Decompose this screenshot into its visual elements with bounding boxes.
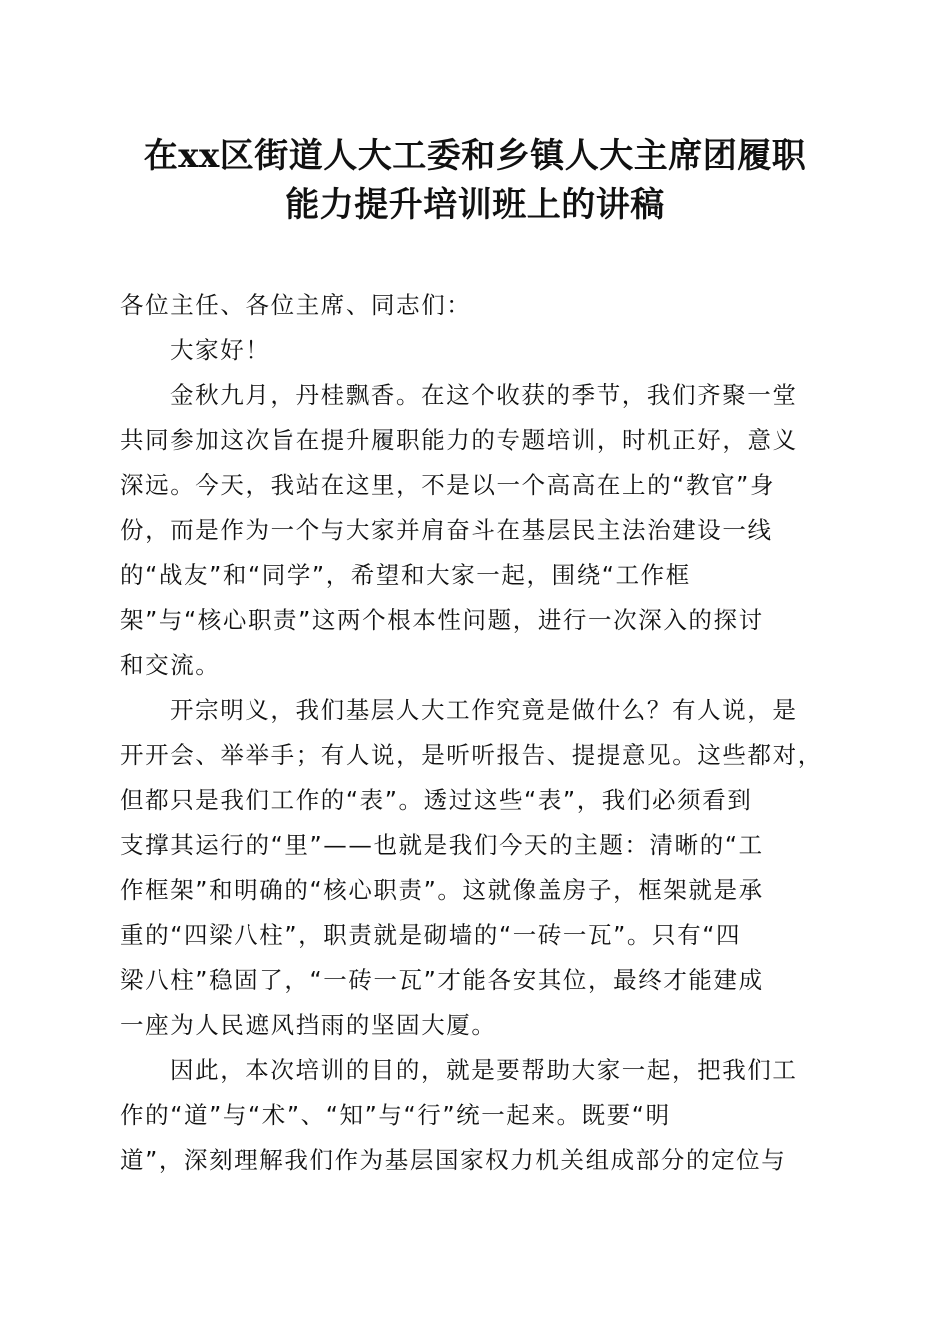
- paragraph-2-line: 重的“四梁八柱”，职责就是砌墙的“一砖一瓦”。只有“四: [120, 921, 742, 949]
- paragraph-3-line: 因此，本次培训的目的，就是要帮助大家一起，把我们工: [170, 1056, 798, 1084]
- paragraph-2-line: 支撑其运行的“里”——也就是我们今天的主题：清晰的“工: [120, 831, 764, 859]
- title-line-2: 能力提升培训班上的讲稿: [285, 185, 665, 225]
- document-body: [120, 283, 830, 1183]
- paragraph-1-line: 共同参加这次旨在提升履职能力的专题培训，时机正好，意义: [120, 426, 798, 454]
- paragraph-2-line: 开宗明义，我们基层人大工作究竟是做什么？有人说，是: [170, 696, 798, 724]
- paragraph-2-line: 梁八柱”稳固了，“一砖一瓦”才能各安其位，最终才能建成: [120, 966, 764, 994]
- paragraph-2-line: 但都只是我们工作的“表”。透过这些“表”，我们必须看到: [120, 786, 753, 814]
- paragraph-1-line: 和交流。: [120, 651, 221, 679]
- document-title: [100, 132, 850, 230]
- title-line-1: 在xx区街道人大工委和乡镇人大主席团履职: [143, 136, 807, 176]
- paragraph-2-line: 一座为人民遮风挡雨的坚固大厦。: [120, 1011, 497, 1039]
- paragraph-3-line: 作的“道”与“术”、“知”与“行”统一起来。既要“明: [120, 1101, 671, 1129]
- paragraph-1-line: 的“战友”和“同学”，希望和大家一起，围绕“工作框: [120, 561, 691, 589]
- salutation: 各位主任、各位主席、同志们：: [120, 291, 472, 319]
- paragraph-1-line: 架”与“核心职责”这两个根本性问题，进行一次深入的探讨: [120, 606, 764, 634]
- paragraph-1-line: 份，而是作为一个与大家并肩奋斗在基层民主法治建设一线: [120, 516, 773, 544]
- paragraph-1-line: 深远。今天，我站在这里，不是以一个高高在上的“教官”身: [120, 471, 776, 499]
- paragraph-1-line: 金秋九月，丹桂飘香。在这个收获的季节，我们齐聚一堂: [170, 381, 798, 409]
- paragraph-3-line: 道”，深刻理解我们作为基层国家权力机关组成部分的定位与: [120, 1146, 787, 1174]
- paragraph-2-line: 作框架”和明确的“核心职责”。这就像盖房子，框架就是承: [120, 876, 764, 904]
- paragraph-2-line: 开开会、举举手；有人说，是听听报告、提提意见。这些都对，: [120, 741, 823, 769]
- greeting: 大家好！: [170, 336, 271, 364]
